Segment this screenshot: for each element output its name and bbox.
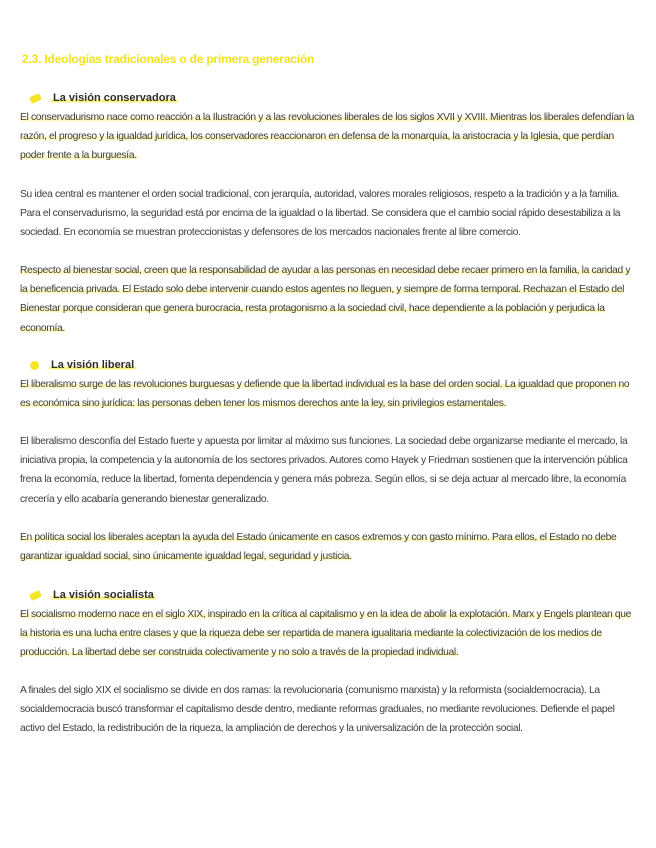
paragraph [20, 261, 638, 338]
paragraph: El liberalismo desconfía del Estado fuerte y apuesta por limitar al máximo sus funciones. La sociedad debe organizarse mediante el mercado, la iniciativa propia, la competencia y la autonomía de los sectores privados. Autores como Hayek y Friedman sostienen que la intervención pública frena la economía, reduce la libertad, fomenta dependencia y genera más pobreza. Según ellos, si se deja actuar al mercado libre, la economía crecería y ello acabaría generando bienestar generalizado. [20, 436, 628, 505]
paragraph [20, 108, 638, 166]
subheading-liberal [30, 355, 136, 375]
highlighted-text: El socialismo moderno nace en el siglo XIX, inspirado en la crítica al capitalismo y en la idea de abolir la explotación. Marx y Engels plantean que la historia es una lucha entre clases y que la riqueza debe ser repartida de manera igualitaria mediante la colectivización de los medios de producción. La libertad debe ser construida colectivamente y no solo a través de la propiedad individual. [20, 609, 631, 659]
subheading-label: La visión socialista [53, 589, 154, 601]
bullet-icon [30, 361, 39, 370]
paragraph [20, 605, 638, 663]
subheading-label: La visión liberal [51, 359, 135, 371]
highlighted-text: El liberalismo surge de las revoluciones burguesas y defiende que la libertad individual es la base del orden social. La igualdad que proponen no es económica sino jurídica: las personas deben tener los mismos derechos ante la ley, sin privilegios estamentales. [20, 379, 630, 410]
paragraph: A finales del siglo XIX el socialismo se divide en dos ramas: la revolucionaria (comunismo marxista) y la reformista (socialdemocracia). La socialdemocracia buscó transformar el capitalismo desde dentro, mediante reformas graduales, no mediante revoluciones. Defiende el papel activo del Estado, la redistribución de la riqueza, la ampliación de derechos y la universalización de la protección social. [20, 685, 615, 735]
subheading-socialista [30, 585, 156, 605]
highlighted-text: En política social los liberales aceptan la ayuda del Estado únicamente en casos extremos y con gasto mínimo. Para ellos, el Estado no debe garantizar igualdad social, sino únicamente igualdad legal, seguridad y justicia. [20, 532, 617, 563]
paragraph [20, 528, 638, 566]
paragraph: Su idea central es mantener el orden social tradicional, con jerarquía, autoridad, valores morales religiosos, respeto a la tradición y a la familia. Para el conservadurismo, la seguridad está por encima de la igualdad o la libertad. Se considera que el cambio social rápido desestabiliza a la sociedad. En economía se muestran proteccionistas y defensores de los mercados nacionales frente al libre comercio. [20, 189, 621, 239]
paragraph [20, 375, 638, 413]
highlighted-text: El conservadurismo nace como reacción a la Ilustración y a las revoluciones liberales de los siglos XVII y XVIII. Mientras los liberales defendían la razón, el progreso y la igualdad jurídica, los conservadores reaccionaron en defensa de la monarquía, la aristocracia y la Iglesia, que perdían poder frente a la burguesía. [20, 112, 635, 162]
highlighted-text: Respecto al bienestar social, creen que la responsabilidad de ayudar a las personas en necesidad debe recaer primero en la familia, la caridad y la beneficencia privada. El Estado solo debe intervenir cuando estos agentes no lleguen, y siempre de forma temporal. Rechazan el Estado del Bienestar porque consideran que genera burocracia, resta protagonismo a la sociedad civil, hace dependiente a la población y perjudica la economía. [20, 265, 631, 334]
subheading-label: La visión conservadora [53, 92, 176, 104]
pencil-icon [29, 93, 42, 104]
pencil-icon [29, 590, 42, 601]
section-title: 2.3. Ideologías tradicionales o de primera generación [22, 52, 315, 66]
subheading-conservadora [30, 88, 178, 108]
